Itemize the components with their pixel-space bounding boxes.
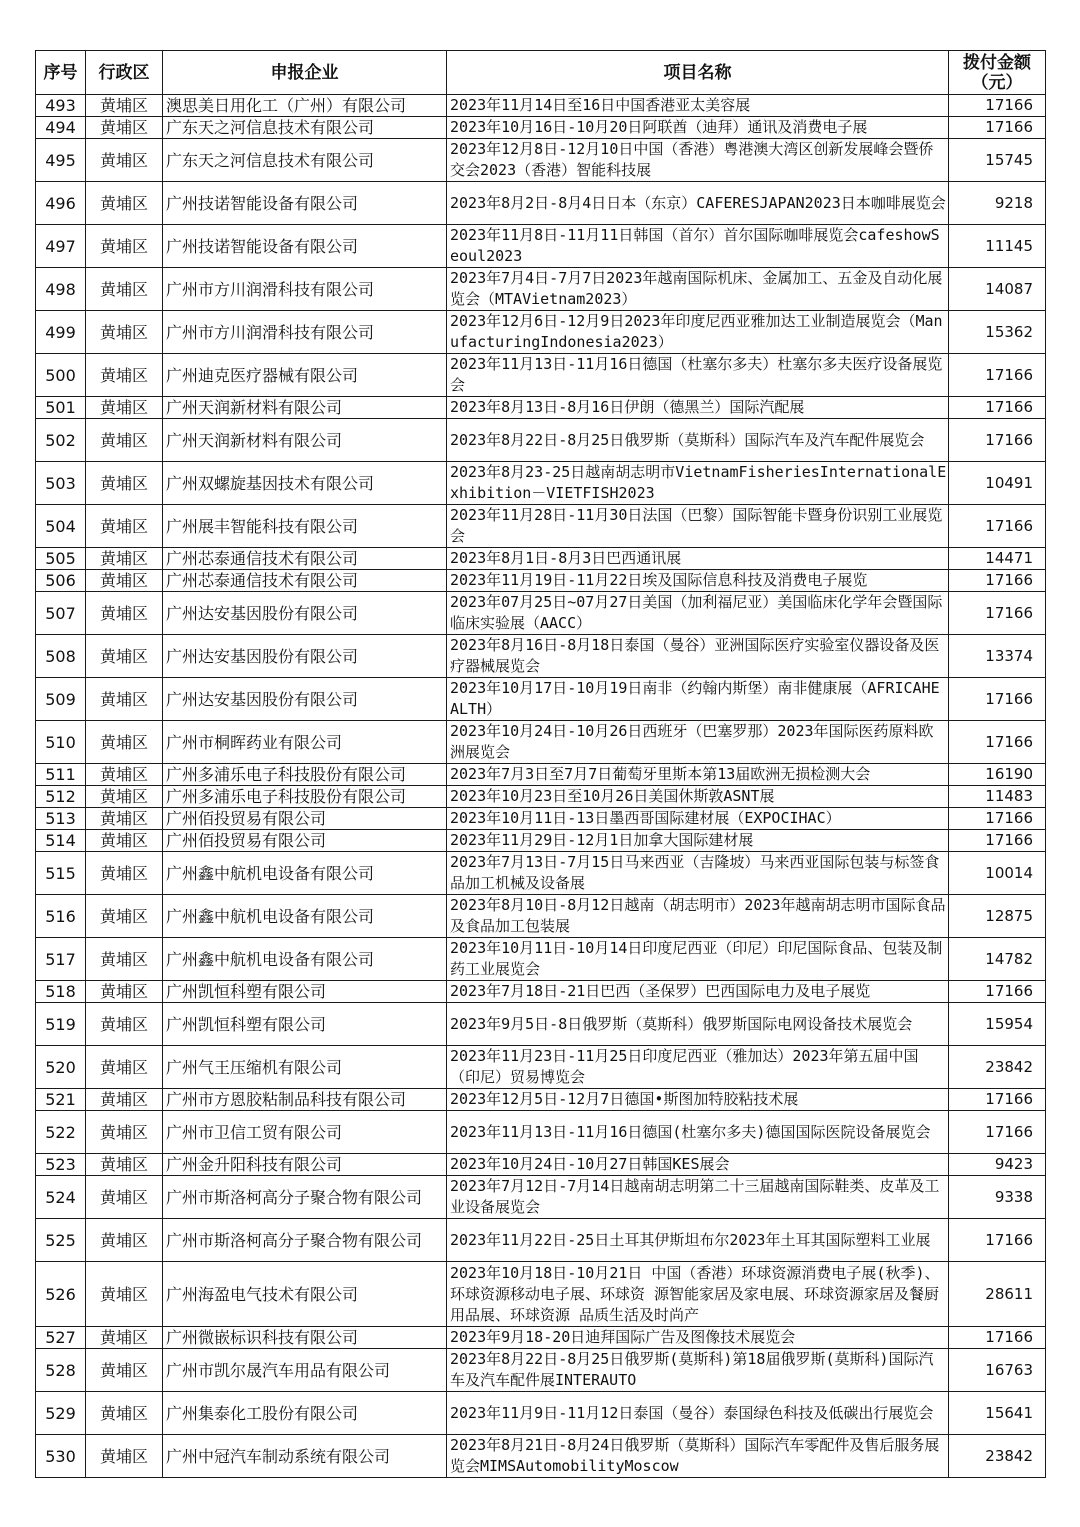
row-amount: 17166: [949, 721, 1046, 764]
row-serial-no: 525: [36, 1219, 86, 1262]
row-district: 黄埔区: [86, 895, 163, 938]
row-district: 黄埔区: [86, 1219, 163, 1262]
row-project-name: 2023年12月8日-12月10日中国（香港）粤港澳大湾区创新发展峰会暨侨交会2023（香港）智能科技展: [447, 139, 949, 182]
row-amount: 16190: [949, 764, 1046, 786]
row-amount: 17166: [949, 354, 1046, 397]
table-row: [36, 462, 1046, 505]
row-serial-no: 506: [36, 570, 86, 592]
row-project-name: 2023年10月11日-10月14日印度尼西亚（印尼）印尼国际食品、包装及制药工业展览会: [447, 938, 949, 981]
row-project-name: 2023年7月4日-7月7日2023年越南国际机床、金属加工、五金及自动化展览会（MTAVietnam2023）: [447, 268, 949, 311]
table-row: [36, 808, 1046, 830]
row-project-name: 2023年8月13日-8月16日伊朗（德黑兰）国际汽配展: [447, 397, 949, 419]
row-district: 黄埔区: [86, 1349, 163, 1392]
row-company: 广州海盈电气技术有限公司: [163, 1262, 447, 1327]
row-district: 黄埔区: [86, 852, 163, 895]
table-row: [36, 852, 1046, 895]
row-serial-no: 507: [36, 592, 86, 635]
row-project-name: 2023年10月18日-10月21日 中国（香港）环球资源消费电子展(秋季)、环球资源移动电子展、环球资 源智能家居及家电展、环球资源家居及餐厨用品展、环球资源 品质生活及时尚产: [447, 1262, 949, 1327]
row-serial-no: 496: [36, 182, 86, 225]
row-company: 广州市桐晖药业有限公司: [163, 721, 447, 764]
header-serial-no: 序号: [36, 51, 86, 95]
row-amount: 17166: [949, 981, 1046, 1003]
row-serial-no: 527: [36, 1327, 86, 1349]
table-row: [36, 678, 1046, 721]
row-company: 广州中冠汽车制动系统有限公司: [163, 1435, 447, 1478]
row-serial-no: 511: [36, 764, 86, 786]
row-project-name: 2023年10月17日-10月19日南非（约翰内斯堡）南非健康展（AFRICAHEALTH）: [447, 678, 949, 721]
table-row: [36, 139, 1046, 182]
row-serial-no: 508: [36, 635, 86, 678]
row-company: 澳思美日用化工（广州）有限公司: [163, 95, 447, 117]
row-serial-no: 504: [36, 505, 86, 548]
row-company: 广州技诺智能设备有限公司: [163, 182, 447, 225]
row-district: 黄埔区: [86, 635, 163, 678]
row-district: 黄埔区: [86, 938, 163, 981]
row-company: 广州鑫中航机电设备有限公司: [163, 938, 447, 981]
row-district: 黄埔区: [86, 397, 163, 419]
row-serial-no: 530: [36, 1435, 86, 1478]
row-district: 黄埔区: [86, 462, 163, 505]
row-project-name: 2023年07月25日~07月27日美国（加利福尼亚）美国临床化学年会暨国际临床实验展（AACC）: [447, 592, 949, 635]
table-row: [36, 1327, 1046, 1349]
table-row: [36, 117, 1046, 139]
row-serial-no: 495: [36, 139, 86, 182]
table-body: [36, 95, 1046, 1478]
row-amount: 17166: [949, 419, 1046, 462]
table-row: [36, 182, 1046, 225]
row-project-name: 2023年8月10日-8月12日越南（胡志明市）2023年越南胡志明市国际食品及食品加工包装展: [447, 895, 949, 938]
row-company: 广州金升阳科技有限公司: [163, 1154, 447, 1176]
row-district: 黄埔区: [86, 764, 163, 786]
row-project-name: 2023年12月5日-12月7日德国•斯图加特胶粘技术展: [447, 1089, 949, 1111]
header-amount: 拨付金额（元）: [949, 51, 1046, 95]
row-project-name: 2023年10月23日至10月26日美国休斯敦ASNT展: [447, 786, 949, 808]
row-company: 广州微嵌标识科技有限公司: [163, 1327, 447, 1349]
row-amount: 17166: [949, 570, 1046, 592]
table-row: [36, 1003, 1046, 1046]
subsidy-table-sheet: [35, 50, 1045, 1478]
row-serial-no: 518: [36, 981, 86, 1003]
row-serial-no: 529: [36, 1392, 86, 1435]
row-project-name: 2023年7月13日-7月15日马来西亚（吉隆坡）马来西亚国际包装与标签食品加工机械及设备展: [447, 852, 949, 895]
table-header-row: [36, 51, 1046, 95]
header-project: 项目名称: [447, 51, 949, 95]
row-district: 黄埔区: [86, 1046, 163, 1089]
table-row: [36, 570, 1046, 592]
row-amount: 14471: [949, 548, 1046, 570]
row-amount: 13374: [949, 635, 1046, 678]
row-serial-no: 493: [36, 95, 86, 117]
row-company: 广州展丰智能科技有限公司: [163, 505, 447, 548]
row-company: 广州天润新材料有限公司: [163, 419, 447, 462]
row-serial-no: 502: [36, 419, 86, 462]
row-amount: 17166: [949, 678, 1046, 721]
table-row: [36, 1392, 1046, 1435]
row-amount: 15745: [949, 139, 1046, 182]
row-amount: 17166: [949, 830, 1046, 852]
row-company: 广州市卫信工贸有限公司: [163, 1111, 447, 1154]
row-district: 黄埔区: [86, 117, 163, 139]
row-district: 黄埔区: [86, 592, 163, 635]
row-serial-no: 494: [36, 117, 86, 139]
table-row: [36, 419, 1046, 462]
row-serial-no: 515: [36, 852, 86, 895]
row-district: 黄埔区: [86, 1003, 163, 1046]
table-row: [36, 786, 1046, 808]
row-amount: 17166: [949, 397, 1046, 419]
row-company: 广州达安基因股份有限公司: [163, 592, 447, 635]
table-row: [36, 548, 1046, 570]
table-row: [36, 311, 1046, 354]
row-amount: 17166: [949, 1327, 1046, 1349]
row-district: 黄埔区: [86, 95, 163, 117]
row-project-name: 2023年11月22日-25日土耳其伊斯坦布尔2023年土耳其国际塑料工业展: [447, 1219, 949, 1262]
row-serial-no: 514: [36, 830, 86, 852]
row-company: 广州市斯洛柯高分子聚合物有限公司: [163, 1219, 447, 1262]
row-company: 广州双螺旋基因技术有限公司: [163, 462, 447, 505]
row-serial-no: 519: [36, 1003, 86, 1046]
row-company: 广州达安基因股份有限公司: [163, 635, 447, 678]
row-amount: 14782: [949, 938, 1046, 981]
table-row: [36, 397, 1046, 419]
row-district: 黄埔区: [86, 182, 163, 225]
row-serial-no: 498: [36, 268, 86, 311]
row-district: 黄埔区: [86, 1327, 163, 1349]
header-company: 申报企业: [163, 51, 447, 95]
row-amount: 15362: [949, 311, 1046, 354]
row-project-name: 2023年10月24日-10月26日西班牙（巴塞罗那）2023年国际医药原料欧洲展览会: [447, 721, 949, 764]
row-amount: 12875: [949, 895, 1046, 938]
row-company: 广州芯泰通信技术有限公司: [163, 570, 447, 592]
row-project-name: 2023年11月28日-11月30日法国（巴黎）国际智能卡暨身份识别工业展览会: [447, 505, 949, 548]
row-project-name: 2023年8月21日-8月24日俄罗斯（莫斯科）国际汽车零配件及售后服务展览会MIMSAutomobilityMoscow: [447, 1435, 949, 1478]
row-district: 黄埔区: [86, 721, 163, 764]
row-project-name: 2023年11月19日-11月22日埃及国际信息科技及消费电子展览: [447, 570, 949, 592]
table-row: [36, 895, 1046, 938]
row-project-name: 2023年10月24日-10月27日韩国KES展会: [447, 1154, 949, 1176]
row-project-name: 2023年8月2日-8月4日日本（东京）CAFERESJAPAN2023日本咖啡展览会: [447, 182, 949, 225]
row-serial-no: 505: [36, 548, 86, 570]
row-project-name: 2023年9月18-20日迪拜国际广告及图像技术展览会: [447, 1327, 949, 1349]
row-company: 广东天之河信息技术有限公司: [163, 117, 447, 139]
row-district: 黄埔区: [86, 1262, 163, 1327]
row-serial-no: 528: [36, 1349, 86, 1392]
row-company: 广州集泰化工股份有限公司: [163, 1392, 447, 1435]
row-company: 广州佰投贸易有限公司: [163, 808, 447, 830]
row-company: 广州市方恩胶粘制品科技有限公司: [163, 1089, 447, 1111]
row-amount: 17166: [949, 592, 1046, 635]
row-district: 黄埔区: [86, 786, 163, 808]
row-district: 黄埔区: [86, 1392, 163, 1435]
row-project-name: 2023年10月16日-10月20日阿联酋（迪拜）通讯及消费电子展: [447, 117, 949, 139]
row-district: 黄埔区: [86, 268, 163, 311]
table-row: [36, 1349, 1046, 1392]
row-district: 黄埔区: [86, 225, 163, 268]
row-project-name: 2023年9月5日-8日俄罗斯（莫斯科）俄罗斯国际电网设备技术展览会: [447, 1003, 949, 1046]
row-amount: 17166: [949, 1089, 1046, 1111]
row-amount: 10014: [949, 852, 1046, 895]
row-serial-no: 499: [36, 311, 86, 354]
row-district: 黄埔区: [86, 354, 163, 397]
row-company: 广州达安基因股份有限公司: [163, 678, 447, 721]
row-project-name: 2023年10月11日-13日墨西哥国际建材展（EXPOCIHAC）: [447, 808, 949, 830]
table-row: [36, 1219, 1046, 1262]
row-amount: 17166: [949, 1111, 1046, 1154]
row-district: 黄埔区: [86, 808, 163, 830]
row-district: 黄埔区: [86, 505, 163, 548]
row-district: 黄埔区: [86, 981, 163, 1003]
row-district: 黄埔区: [86, 1154, 163, 1176]
row-amount: 17166: [949, 1219, 1046, 1262]
row-company: 广州凯恒科塑有限公司: [163, 1003, 447, 1046]
table-row: [36, 1435, 1046, 1478]
row-serial-no: 512: [36, 786, 86, 808]
row-amount: 9338: [949, 1176, 1046, 1219]
row-project-name: 2023年11月29日-12月1日加拿大国际建材展: [447, 830, 949, 852]
row-serial-no: 509: [36, 678, 86, 721]
row-serial-no: 513: [36, 808, 86, 830]
row-company: 广州多浦乐电子科技股份有限公司: [163, 786, 447, 808]
row-district: 黄埔区: [86, 1176, 163, 1219]
row-district: 黄埔区: [86, 419, 163, 462]
table-row: [36, 1089, 1046, 1111]
row-amount: 11145: [949, 225, 1046, 268]
header-district: 行政区: [86, 51, 163, 95]
row-district: 黄埔区: [86, 570, 163, 592]
row-project-name: 2023年11月8日-11月11日韩国（首尔）首尔国际咖啡展览会cafeshowSeoul2023: [447, 225, 949, 268]
subsidy-table: [35, 50, 1046, 1478]
table-row: [36, 1154, 1046, 1176]
row-serial-no: 503: [36, 462, 86, 505]
table-row: [36, 1046, 1046, 1089]
row-company: 广州多浦乐电子科技股份有限公司: [163, 764, 447, 786]
table-row: [36, 268, 1046, 311]
row-company: 广州市凯尔晟汽车用品有限公司: [163, 1349, 447, 1392]
table-row: [36, 592, 1046, 635]
table-row: [36, 830, 1046, 852]
row-amount: 15954: [949, 1003, 1046, 1046]
table-row: [36, 505, 1046, 548]
row-district: 黄埔区: [86, 311, 163, 354]
row-serial-no: 523: [36, 1154, 86, 1176]
table-row: [36, 225, 1046, 268]
row-project-name: 2023年8月22日-8月25日俄罗斯(莫斯科)第18届俄罗斯(莫斯科)国际汽车及汽车配件展INTERAUTO: [447, 1349, 949, 1392]
row-project-name: 2023年11月23日-11月25日印度尼西亚（雅加达）2023年第五届中国（印尼）贸易博览会: [447, 1046, 949, 1089]
row-project-name: 2023年7月18日-21日巴西（圣保罗）巴西国际电力及电子展览: [447, 981, 949, 1003]
table-row: [36, 1262, 1046, 1327]
table-row: [36, 764, 1046, 786]
row-amount: 28611: [949, 1262, 1046, 1327]
row-district: 黄埔区: [86, 548, 163, 570]
row-project-name: 2023年11月13日-11月16日德国(杜塞尔多夫)德国国际医院设备展览会: [447, 1111, 949, 1154]
row-serial-no: 526: [36, 1262, 86, 1327]
row-serial-no: 524: [36, 1176, 86, 1219]
row-amount: 15641: [949, 1392, 1046, 1435]
row-serial-no: 521: [36, 1089, 86, 1111]
row-project-name: 2023年8月1日-8月3日巴西通讯展: [447, 548, 949, 570]
row-amount: 17166: [949, 117, 1046, 139]
row-project-name: 2023年11月9日-11月12日泰国（曼谷）泰国绿色科技及低碳出行展览会: [447, 1392, 949, 1435]
row-amount: 9218: [949, 182, 1046, 225]
table-row: [36, 354, 1046, 397]
row-amount: 16763: [949, 1349, 1046, 1392]
row-project-name: 2023年8月16日-8月18日泰国（曼谷）亚洲国际医疗实验室仪器设备及医疗器械展览会: [447, 635, 949, 678]
row-project-name: 2023年8月23-25日越南胡志明市VietnamFisheriesInternationalExhibition－VIETFISH2023: [447, 462, 949, 505]
row-company: 广州佰投贸易有限公司: [163, 830, 447, 852]
row-district: 黄埔区: [86, 678, 163, 721]
row-district: 黄埔区: [86, 1435, 163, 1478]
row-district: 黄埔区: [86, 1111, 163, 1154]
table-row: [36, 938, 1046, 981]
row-district: 黄埔区: [86, 139, 163, 182]
row-amount: 10491: [949, 462, 1046, 505]
row-company: 广州气王压缩机有限公司: [163, 1046, 447, 1089]
row-company: 广州迪克医疗器械有限公司: [163, 354, 447, 397]
row-project-name: 2023年8月22日-8月25日俄罗斯（莫斯科）国际汽车及汽车配件展览会: [447, 419, 949, 462]
row-amount: 17166: [949, 808, 1046, 830]
row-serial-no: 517: [36, 938, 86, 981]
table-row: [36, 635, 1046, 678]
row-amount: 14087: [949, 268, 1046, 311]
row-project-name: 2023年11月13日-11月16日德国（杜塞尔多夫）杜塞尔多夫医疗设备展览会: [447, 354, 949, 397]
table-row: [36, 95, 1046, 117]
row-amount: 23842: [949, 1046, 1046, 1089]
row-serial-no: 510: [36, 721, 86, 764]
row-amount: 9423: [949, 1154, 1046, 1176]
row-company: 广州技诺智能设备有限公司: [163, 225, 447, 268]
row-serial-no: 516: [36, 895, 86, 938]
row-serial-no: 497: [36, 225, 86, 268]
row-company: 广州天润新材料有限公司: [163, 397, 447, 419]
row-project-name: 2023年7月3日至7月7日葡萄牙里斯本第13届欧洲无损检测大会: [447, 764, 949, 786]
row-serial-no: 501: [36, 397, 86, 419]
row-district: 黄埔区: [86, 1089, 163, 1111]
row-amount: 17166: [949, 505, 1046, 548]
table-row: [36, 1176, 1046, 1219]
row-project-name: 2023年11月14日至16日中国香港亚太美容展: [447, 95, 949, 117]
table-row: [36, 721, 1046, 764]
row-serial-no: 520: [36, 1046, 86, 1089]
row-amount: 11483: [949, 786, 1046, 808]
row-serial-no: 522: [36, 1111, 86, 1154]
table-row: [36, 981, 1046, 1003]
row-company: 广东天之河信息技术有限公司: [163, 139, 447, 182]
table-row: [36, 1111, 1046, 1154]
row-company: 广州芯泰通信技术有限公司: [163, 548, 447, 570]
row-company: 广州市斯洛柯高分子聚合物有限公司: [163, 1176, 447, 1219]
row-serial-no: 500: [36, 354, 86, 397]
row-project-name: 2023年7月12日-7月14日越南胡志明第二十三届越南国际鞋类、皮革及工业设备展览会: [447, 1176, 949, 1219]
row-district: 黄埔区: [86, 830, 163, 852]
row-project-name: 2023年12月6日-12月9日2023年印度尼西亚雅加达工业制造展览会（ManufacturingIndonesia2023）: [447, 311, 949, 354]
row-company: 广州鑫中航机电设备有限公司: [163, 852, 447, 895]
row-amount: 17166: [949, 95, 1046, 117]
row-amount: 23842: [949, 1435, 1046, 1478]
row-company: 广州凯恒科塑有限公司: [163, 981, 447, 1003]
row-company: 广州鑫中航机电设备有限公司: [163, 895, 447, 938]
row-company: 广州市方川润滑科技有限公司: [163, 311, 447, 354]
row-company: 广州市方川润滑科技有限公司: [163, 268, 447, 311]
